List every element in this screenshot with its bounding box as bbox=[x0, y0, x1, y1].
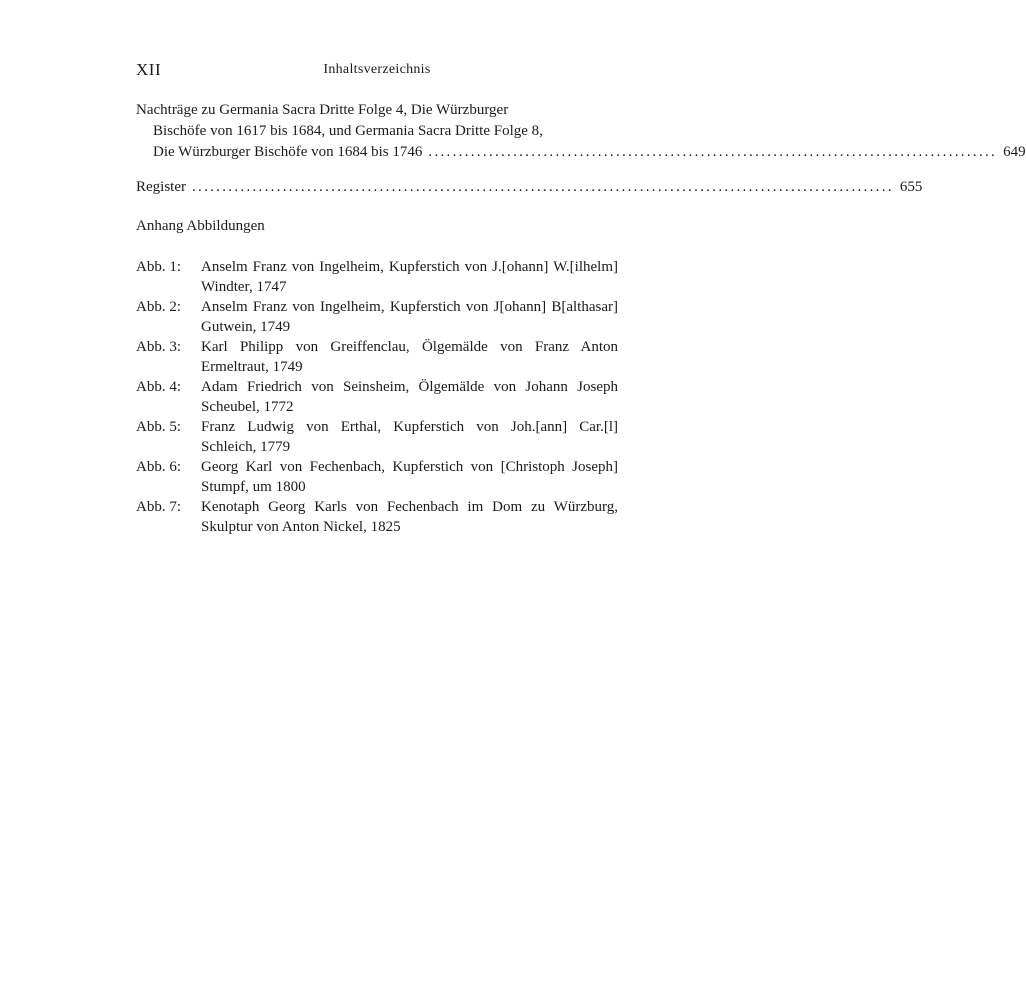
figure-description: Adam Friedrich von Seinsheim, Ölgemälde von Johann Joseph Scheubel, 1772 bbox=[201, 379, 618, 415]
toc-entry-line: Nachträge zu Germania Sacra Dritte Folge 4, Die Würzburger bbox=[136, 102, 509, 118]
figure-label: Abb. 7: bbox=[136, 499, 181, 515]
figure-label: Abb. 2: bbox=[136, 299, 181, 315]
toc-entry-register[interactable] bbox=[136, 177, 923, 198]
figure-description: Kenotaph Georg Karls von Fechenbach im Dom zu Würzburg, Skulptur von Anton Nickel, 1825 bbox=[201, 499, 618, 535]
figure-label: Abb. 5: bbox=[136, 419, 181, 435]
figure-label: Abb. 3: bbox=[136, 339, 181, 355]
toc-page-number: 655 bbox=[899, 179, 923, 195]
toc-entry-nachtraege[interactable] bbox=[136, 100, 1026, 163]
page-header bbox=[136, 60, 618, 84]
dot-leader: .............................................................................................. bbox=[428, 144, 998, 160]
toc-entry-line: Bischöfe von 1617 bis 1684, und Germania Sacra Dritte Folge 8, bbox=[153, 123, 543, 139]
toc-entry-title: Anhang Abbildungen bbox=[136, 218, 265, 234]
toc-entry-title: Register bbox=[136, 179, 186, 195]
figure-item[interactable] bbox=[136, 497, 618, 537]
figure-description: Karl Philipp von Greiffenclau, Ölgemälde von Franz Anton Ermeltraut, 1749 bbox=[201, 339, 618, 375]
toc-entry-leader-line bbox=[136, 142, 1026, 163]
figure-item[interactable] bbox=[136, 337, 618, 377]
figure-description: Anselm Franz von Ingelheim, Kupferstich von J[ohann] B[althasar] Gutwein, 1749 bbox=[201, 299, 618, 335]
dot-leader: .................................................................................................................... bbox=[192, 179, 894, 195]
figure-item[interactable] bbox=[136, 297, 618, 337]
toc-entry-leader-line bbox=[136, 177, 923, 198]
toc-entry-anhang[interactable] bbox=[136, 216, 618, 237]
figure-list bbox=[136, 257, 618, 537]
figure-item[interactable] bbox=[136, 257, 618, 297]
toc-entry-line: Die Würzburger Bischöfe von 1684 bis 1746 bbox=[153, 144, 423, 160]
figure-description: Anselm Franz von Ingelheim, Kupferstich von J.[ohann] W.[ilhelm] Windter, 1747 bbox=[201, 259, 618, 295]
running-title: Inhaltsverzeichnis bbox=[323, 62, 431, 77]
figure-label: Abb. 4: bbox=[136, 379, 181, 395]
figure-item[interactable] bbox=[136, 417, 618, 457]
toc-page-number: 649 bbox=[1003, 144, 1026, 160]
figure-label: Abb. 1: bbox=[136, 259, 181, 275]
figure-item[interactable] bbox=[136, 377, 618, 417]
figure-label: Abb. 6: bbox=[136, 459, 181, 475]
figure-description: Georg Karl von Fechenbach, Kupferstich von [Christoph Joseph] Stumpf, um 1800 bbox=[201, 459, 618, 495]
figure-item[interactable] bbox=[136, 457, 618, 497]
page-number: XII bbox=[136, 60, 162, 79]
figure-description: Franz Ludwig von Erthal, Kupferstich von Joh.[ann] Car.[l] Schleich, 1779 bbox=[201, 419, 618, 455]
